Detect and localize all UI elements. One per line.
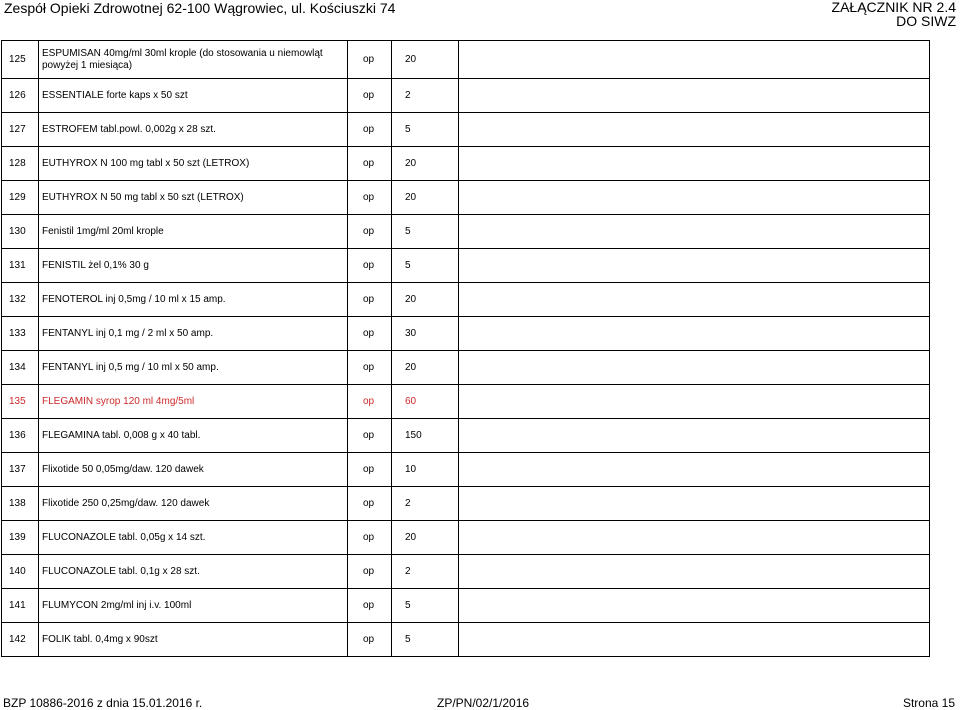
empty-cell (459, 317, 930, 351)
table-row (2, 453, 930, 487)
item-unit: op (348, 41, 392, 79)
table-row (2, 215, 930, 249)
row-number: 133 (2, 317, 39, 351)
table-row (2, 249, 930, 283)
table-row (2, 555, 930, 589)
table-row (2, 113, 930, 147)
item-quantity: 10 (392, 453, 459, 487)
empty-cell (459, 283, 930, 317)
item-quantity: 5 (392, 249, 459, 283)
table-row (2, 41, 930, 79)
item-name: Fenistil 1mg/ml 20ml krople (39, 215, 348, 249)
item-name: FENTANYL inj 0,1 mg / 2 ml x 50 amp. (39, 317, 348, 351)
item-name: FLEGAMIN syrop 120 ml 4mg/5ml (39, 385, 348, 419)
item-name: FENOTEROL inj 0,5mg / 10 ml x 15 amp. (39, 283, 348, 317)
empty-cell (459, 79, 930, 113)
row-number: 130 (2, 215, 39, 249)
item-unit: op (348, 283, 392, 317)
table-row (2, 283, 930, 317)
row-number: 137 (2, 453, 39, 487)
empty-cell (459, 521, 930, 555)
table-row (2, 487, 930, 521)
item-name: ESTROFEM tabl.powl. 0,002g x 28 szt. (39, 113, 348, 147)
item-unit: op (348, 79, 392, 113)
item-name: EUTHYROX N 100 mg tabl x 50 szt (LETROX) (39, 147, 348, 181)
item-quantity: 20 (392, 521, 459, 555)
item-unit: op (348, 453, 392, 487)
empty-cell (459, 41, 930, 79)
item-quantity: 20 (392, 283, 459, 317)
item-unit: op (348, 351, 392, 385)
annex-line-1: ZAŁĄCZNIK NR 2.4 (831, 0, 956, 15)
empty-cell (459, 215, 930, 249)
item-quantity: 5 (392, 215, 459, 249)
row-number: 132 (2, 283, 39, 317)
item-unit: op (348, 521, 392, 555)
document-header-title: Zespół Opieki Zdrowotnej 62-100 Wągrowiec, ul. Kościuszki 74 (4, 0, 396, 16)
medication-table (1, 40, 930, 657)
empty-cell (459, 555, 930, 589)
row-number: 128 (2, 147, 39, 181)
item-unit: op (348, 487, 392, 521)
item-unit: op (348, 181, 392, 215)
table-row (2, 181, 930, 215)
item-unit: op (348, 147, 392, 181)
row-number: 140 (2, 555, 39, 589)
row-number: 126 (2, 79, 39, 113)
item-unit: op (348, 385, 392, 419)
row-number: 141 (2, 589, 39, 623)
item-quantity: 60 (392, 385, 459, 419)
item-unit: op (348, 317, 392, 351)
item-quantity: 150 (392, 419, 459, 453)
item-name: ESSENTIALE forte kaps x 50 szt (39, 79, 348, 113)
item-quantity: 20 (392, 147, 459, 181)
row-number: 127 (2, 113, 39, 147)
item-quantity: 20 (392, 41, 459, 79)
item-quantity: 2 (392, 555, 459, 589)
item-name: FLUCONAZOLE tabl. 0,05g x 14 szt. (39, 521, 348, 555)
item-name: FOLIK tabl. 0,4mg x 90szt (39, 623, 348, 657)
table-row (2, 521, 930, 555)
annex-line-2: DO SIWZ (896, 13, 956, 29)
item-name: ESPUMISAN 40mg/ml 30ml krople (do stosowania u niemowląt powyżej 1 miesiąca) (39, 41, 348, 79)
empty-cell (459, 453, 930, 487)
empty-cell (459, 419, 930, 453)
row-number: 125 (2, 41, 39, 79)
empty-cell (459, 623, 930, 657)
row-number: 129 (2, 181, 39, 215)
item-name: EUTHYROX N 50 mg tabl x 50 szt (LETROX) (39, 181, 348, 215)
item-name: FLUCONAZOLE tabl. 0,1g x 28 szt. (39, 555, 348, 589)
table-row (2, 147, 930, 181)
item-name: FENTANYL inj 0,5 mg / 10 ml x 50 amp. (39, 351, 348, 385)
table-row (2, 419, 930, 453)
empty-cell (459, 147, 930, 181)
item-unit: op (348, 589, 392, 623)
table-row (2, 317, 930, 351)
item-quantity: 2 (392, 487, 459, 521)
item-quantity: 5 (392, 589, 459, 623)
item-unit: op (348, 113, 392, 147)
item-name: Flixotide 50 0,05mg/daw. 120 dawek (39, 453, 348, 487)
empty-cell (459, 249, 930, 283)
item-name: FENISTIL żel 0,1% 30 g (39, 249, 348, 283)
item-unit: op (348, 555, 392, 589)
row-number: 131 (2, 249, 39, 283)
row-number: 139 (2, 521, 39, 555)
item-quantity: 5 (392, 623, 459, 657)
item-quantity: 5 (392, 113, 459, 147)
table-row (2, 589, 930, 623)
item-unit: op (348, 215, 392, 249)
row-number: 135 (2, 385, 39, 419)
empty-cell (459, 589, 930, 623)
table-row (2, 623, 930, 657)
item-quantity: 2 (392, 79, 459, 113)
empty-cell (459, 385, 930, 419)
row-number: 134 (2, 351, 39, 385)
footer-page-number: Strona 15 (902, 696, 955, 710)
item-unit: op (348, 249, 392, 283)
item-name: Flixotide 250 0,25mg/daw. 120 dawek (39, 487, 348, 521)
table-row (2, 351, 930, 385)
row-number: 136 (2, 419, 39, 453)
item-name: FLEGAMINA tabl. 0,008 g x 40 tabl. (39, 419, 348, 453)
row-number: 138 (2, 487, 39, 521)
item-unit: op (348, 419, 392, 453)
footer-bzp-reference: BZP 10886-2016 z dnia 15.01.2016 r. (3, 696, 203, 710)
item-quantity: 20 (392, 181, 459, 215)
empty-cell (459, 181, 930, 215)
empty-cell (459, 487, 930, 521)
table-row (2, 79, 930, 113)
row-number: 142 (2, 623, 39, 657)
empty-cell (459, 113, 930, 147)
empty-cell (459, 351, 930, 385)
item-name: FLUMYCON 2mg/ml inj i.v. 100ml (39, 589, 348, 623)
footer-case-number: ZP/PN/02/1/2016 (437, 696, 530, 710)
item-quantity: 20 (392, 351, 459, 385)
item-quantity: 30 (392, 317, 459, 351)
item-unit: op (348, 623, 392, 657)
table-row-highlighted (2, 385, 930, 419)
annex-label (832, 0, 956, 28)
